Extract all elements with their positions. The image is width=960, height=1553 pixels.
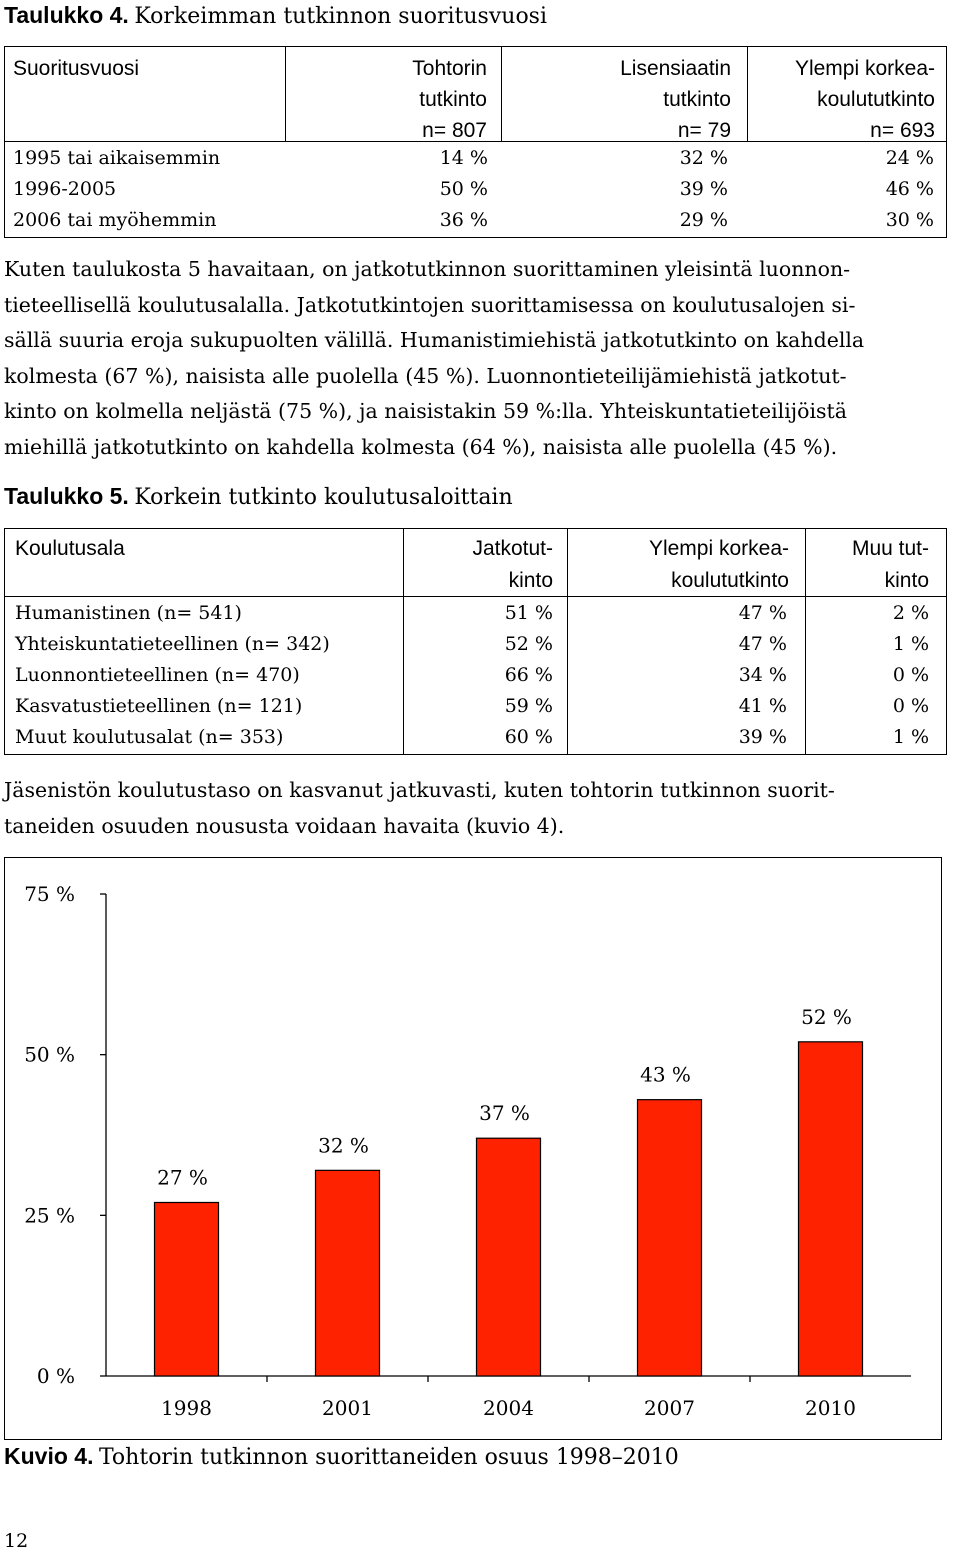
bar-value-label: 27 % [157, 1165, 208, 1190]
table-row: Yhteiskuntatieteellinen (n= 342) 52 % 47 % 1 % [15, 633, 929, 655]
table-row: Humanistinen (n= 541) 51 % 47 % 2 % [15, 602, 929, 624]
x-tick-label: 2001 [322, 1396, 373, 1420]
bar [477, 1138, 541, 1376]
x-tick-label: 2007 [644, 1396, 695, 1420]
y-tick-label: 75 % [24, 882, 75, 906]
x-tick-label: 2004 [483, 1396, 534, 1420]
bar-value-label: 43 % [640, 1062, 691, 1087]
table-row: Muut koulutusalat (n= 353) 60 % 39 % 1 % [15, 726, 929, 748]
bar-value-label: 37 % [479, 1101, 530, 1126]
table5-header-masters: Ylempi korkea- koulututkinto [648, 537, 789, 592]
y-tick-label: 25 % [24, 1203, 75, 1228]
table5-header-other: Muu tut- kinto [851, 537, 929, 592]
table4-header-doctorate: Tohtorin tutkinto n= 807 [412, 57, 487, 142]
bar [155, 1202, 219, 1376]
x-tick-label: 1998 [161, 1396, 212, 1420]
page-number: 12 [4, 1530, 29, 1552]
y-tick-label: 50 % [24, 1042, 75, 1067]
table-row: Luonnontieteellinen (n= 470) 66 % 34 % 0 % [15, 664, 929, 686]
table5 [4, 528, 947, 755]
bar [638, 1100, 702, 1376]
table4-label: Taulukko 4. [4, 2, 129, 28]
figure4-chart-frame [4, 857, 942, 1440]
figure4-label: Kuvio 4. [4, 1443, 94, 1469]
figure4-chart [5, 858, 940, 1438]
table4-header-masters: Ylempi korkea- koulututkinto n= 693 [794, 57, 935, 142]
bar [316, 1170, 380, 1376]
table5-header-field: Koulutusala [15, 537, 125, 560]
body-paragraph-2: Jäsenistön koulutustaso on kasvanut jatkuvasti, kuten tohtorin tutkinnon suorit- taneiden osuuden noususta voidaan havaita (kuvio 4). [4, 778, 835, 838]
table5-label: Taulukko 5. [4, 483, 129, 509]
table-row: Kasvatustieteellinen (n= 121) 59 % 41 % 0 % [15, 695, 929, 717]
figure4-title: Tohtorin tutkinnon suorittaneiden osuus 1998–2010 [98, 1445, 679, 1470]
bar [799, 1042, 863, 1376]
table4-header-period: Suoritusvuosi [13, 57, 140, 80]
table-row: 1995 tai aikaisemmin 14 % 32 % 24 % [13, 147, 934, 169]
bar-value-label: 32 % [318, 1133, 369, 1158]
table-row: 2006 tai myöhemmin 36 % 29 % 30 % [13, 209, 934, 231]
table4-header-licentiate: Lisensiaatin tutkinto n= 79 [620, 57, 731, 142]
table5-title: Korkein tutkinto koulutusaloittain [134, 485, 513, 510]
table5-caption [4, 483, 513, 510]
body-paragraph-1: Kuten taulukosta 5 havaitaan, on jatkotutkinnon suorittaminen yleisintä luonnon- tieteellisellä koulutusalalla. Jatkotutkintojen suorittamisessa on koulutusalojen si- sällä suuria eroja sukupuolten välillä. Humanistimiehistä jatkotutkinto on kahdella kolmesta (67 %), naisista alle puolella (45 %). Luonnontieteilijämiehistä jatkotut- kinto on kolmella neljästä (75 %), ja naisistakin 59 %:lla. Yhteiskuntatieteilijöistä miehillä jatkotutkinto on kahdella kolmesta (64 %), naisista alle puolella (45 %). [4, 257, 865, 459]
table4-title: Korkeimman tutkinnon suoritusvuosi [134, 4, 548, 29]
bar-value-label: 52 % [801, 1004, 852, 1029]
figure4-caption [4, 1443, 679, 1470]
table4-caption [4, 2, 547, 29]
y-tick-label: 0 % [36, 1364, 75, 1388]
x-tick-label: 2010 [805, 1396, 856, 1420]
table4 [4, 46, 947, 238]
table-row: 1996-2005 50 % 39 % 46 % [13, 178, 934, 200]
table5-header-postgrad: Jatkotut- kinto [472, 537, 553, 592]
